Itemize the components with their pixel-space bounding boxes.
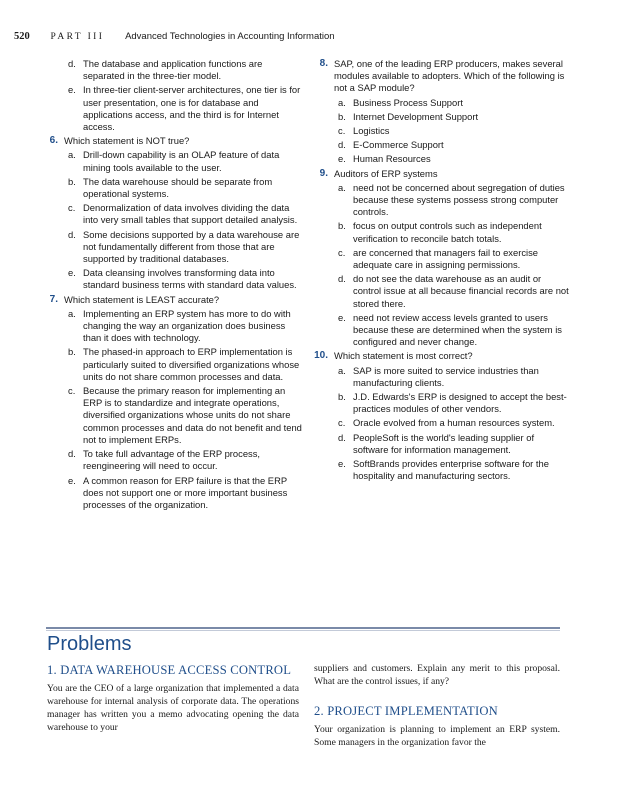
option-letter: b. — [338, 110, 346, 122]
question-6 — [42, 135, 304, 291]
problem-1-body: You are the CEO of a large organization that implemented a data warehouse for internal analysis of corporate data. The operations manager has written you a memo advocating opening the data warehouse to your — [47, 683, 299, 733]
question-stem: Which statement is NOT true? — [64, 135, 190, 147]
option-letter: a. — [68, 307, 76, 319]
running-header — [14, 31, 335, 42]
question-number: 7. — [49, 293, 58, 305]
option-text: focus on output controls such as independent verification to reconcile batch totals. — [353, 220, 542, 244]
page-number: 520 — [14, 31, 30, 42]
option-b — [334, 220, 570, 244]
option-a — [334, 182, 570, 219]
option-text: Data cleansing involves transforming data into standard business terms with standard data values. — [83, 267, 297, 291]
option-text: Some decisions supported by a data warehouse are not fundamentally different from those that are supported by traditional databases. — [83, 228, 300, 265]
option-letter: c. — [338, 417, 346, 429]
option-letter: a. — [338, 364, 346, 376]
option-letter: c. — [338, 125, 346, 137]
option-text: Business Process Support — [353, 96, 463, 108]
option-d — [64, 448, 304, 472]
option-letter: d. — [68, 228, 76, 240]
option-text: Because the primary reason for implementing an ERP is to standardize and integrate operations, diversified organizations whose units do not share common processes and data do not benefit and tend not to implement ERPs. — [83, 385, 302, 445]
option-b — [334, 391, 570, 415]
option-text: Oracle evolved from a human resources system. — [353, 417, 555, 429]
option-letter: e. — [338, 153, 346, 165]
option-e — [64, 475, 304, 512]
option-letter: d. — [338, 273, 346, 285]
question-number: 10. — [314, 350, 328, 362]
option-letter: e. — [68, 267, 76, 279]
problems-heading: Problems — [47, 633, 132, 655]
option-e — [334, 458, 570, 482]
option-a — [64, 308, 304, 345]
option-text: E-Commerce Support — [353, 139, 444, 151]
option-letter: d. — [68, 58, 76, 69]
option-text: To take full advantage of the ERP process, reengineering will need to occur. — [83, 448, 261, 472]
option-c — [64, 202, 304, 226]
option-a — [334, 97, 570, 109]
option-text: Implementing an ERP system has more to do with changing the way an organization does business than it does with technology. — [83, 307, 291, 344]
option-text: Human Resources — [353, 153, 431, 165]
question-number: 9. — [319, 167, 328, 179]
question-7 — [42, 294, 304, 511]
option-letter: b. — [68, 346, 76, 358]
option-text: need not be concerned about segregation of duties because these systems possess strong computer controls. — [353, 181, 565, 218]
question-number: 8. — [319, 58, 328, 69]
option-text: The phased-in approach to ERP implementation is particularly suited to diversified organizations whose units do not share common processes and data. — [83, 346, 300, 382]
option-b — [334, 111, 570, 123]
option-c — [334, 125, 570, 137]
question-stem: Which statement is LEAST accurate? — [64, 293, 220, 305]
option-text: are concerned that managers fail to exercise adequate care in assigning permissions. — [353, 246, 538, 271]
option-text: SAP is more suited to service industries than manufacturing clients. — [353, 364, 539, 388]
option-letter: d. — [338, 431, 346, 443]
option-letter: a. — [338, 96, 346, 108]
option-letter: a. — [68, 149, 76, 161]
option-letter: d. — [68, 448, 76, 460]
option-text: SoftBrands provides enterprise software for the hospitality and manufacturing sectors. — [353, 458, 549, 482]
question-8 — [312, 58, 570, 166]
question-9 — [312, 168, 570, 349]
question-stem: SAP, one of the leading ERP producers, makes several modules available to adopters. Which of the following is not a SAP module? — [334, 58, 565, 94]
option-text: J.D. Edwards's ERP is designed to accept the best-practices modules of other vendors. — [353, 391, 567, 415]
option-text: The data warehouse should be separate from operational systems. — [83, 175, 273, 200]
problem-1-title: 1. DATA WAREHOUSE ACCESS CONTROL — [47, 663, 292, 677]
option-letter: e. — [338, 458, 346, 470]
option-letter: e. — [338, 311, 346, 323]
option-text: In three-tier client-server architectures, one tier is for user presentation, one is for database and applications access, and the third is for Internet access. — [83, 84, 301, 133]
option-d — [64, 229, 304, 266]
option-text: Drill-down capability is an OLAP feature of data mining tools available to the user. — [83, 149, 280, 173]
option-text: Logistics — [353, 125, 390, 137]
problems-right-column — [314, 662, 560, 749]
question-10 — [312, 350, 570, 482]
question-stem: Which statement is most correct? — [334, 350, 473, 362]
question-5-option-d — [42, 58, 304, 82]
option-text: Denormalization of data involves dividing the data into very small tables that support detailed analysis. — [83, 202, 298, 226]
option-text: The database and application functions are separated in the three-tier model. — [83, 58, 263, 82]
option-e — [334, 153, 570, 165]
section-divider-thin — [46, 630, 560, 631]
option-letter: c. — [68, 385, 76, 397]
option-a — [334, 365, 570, 389]
part-label: PART III — [50, 32, 105, 42]
option-d — [334, 432, 570, 456]
option-e — [64, 267, 304, 291]
option-e — [334, 312, 570, 349]
section-divider — [46, 627, 560, 629]
option-letter: a. — [338, 181, 346, 193]
right-question-column — [312, 58, 570, 485]
option-a — [64, 149, 304, 173]
option-b — [64, 176, 304, 200]
problem-1-body-continued: suppliers and customers. Explain any merit to this proposal. What are the control issues, if any? — [314, 663, 560, 687]
option-d — [334, 139, 570, 151]
option-text: A common reason for ERP failure is that the ERP does not support one or more important business processes of the organization. — [83, 474, 288, 510]
option-text: PeopleSoft is the world's leading supplier of software for information management. — [353, 431, 535, 455]
option-letter: b. — [338, 391, 346, 403]
option-letter: c. — [68, 202, 76, 214]
option-c — [334, 417, 570, 429]
option-letter: e. — [68, 474, 76, 486]
problems-left-column — [47, 662, 299, 734]
question-stem: Auditors of ERP systems — [334, 167, 438, 179]
problem-2-title: 2. PROJECT IMPLEMENTATION — [314, 704, 498, 718]
option-letter: b. — [68, 175, 76, 187]
option-d — [334, 273, 570, 310]
option-letter: d. — [338, 139, 346, 151]
option-letter: e. — [68, 84, 76, 96]
option-text: do not see the data warehouse as an audit or control issue at all because financial records are not stored there. — [353, 273, 569, 309]
option-c — [334, 247, 570, 271]
question-5-option-e — [42, 84, 304, 133]
option-b — [64, 346, 304, 383]
option-c — [64, 385, 304, 446]
problem-2-body: Your organization is planning to implement an ERP system. Some managers in the organization favor the — [314, 724, 560, 748]
part-title: Advanced Technologies in Accounting Information — [125, 31, 335, 42]
option-letter: b. — [338, 220, 346, 232]
left-question-column — [42, 58, 304, 513]
question-number: 6. — [49, 135, 58, 147]
option-text: Internet Development Support — [353, 110, 479, 122]
option-text: need not review access levels granted to users because these are determined when the system is configured and never change. — [353, 311, 562, 348]
option-letter: c. — [338, 246, 346, 258]
